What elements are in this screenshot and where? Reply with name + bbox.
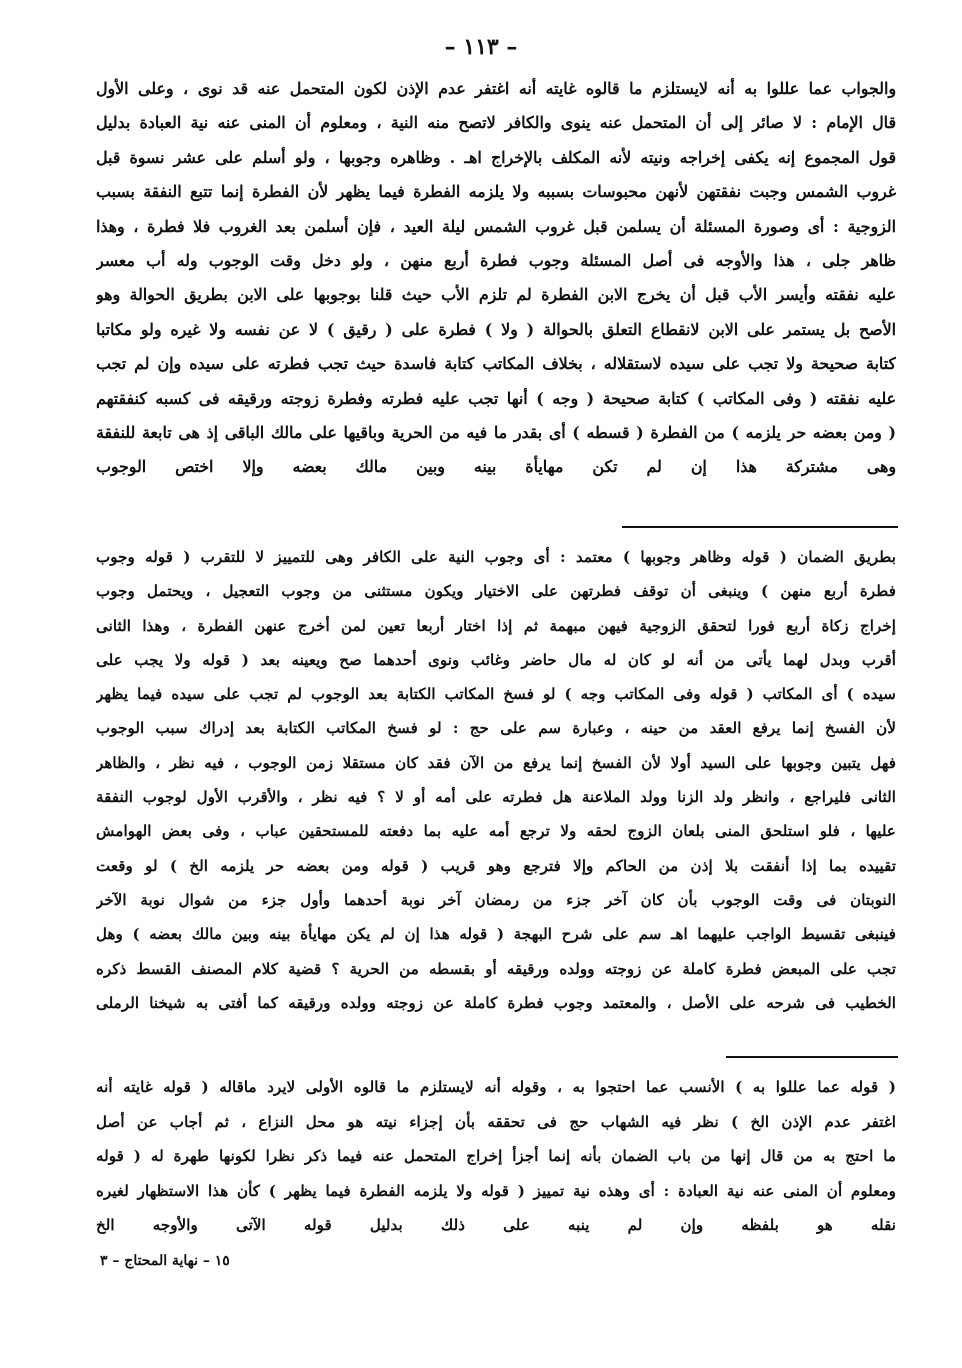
commentary-line: سيده ) أى المكاتب ( قوله وفى المكاتب وجه ) لو فسخ المكاتب الكتابة بعد الوجوب لم تجب على سيده فيما يظهر [96, 685, 896, 704]
commentary-line: النوبتان فى وقت الوجوب بأن كان آخر جزء من رمضان آخر نوبة أحدهما وأول جزء من شوال نوبة الآخر [96, 890, 896, 909]
page-number: – ١١٣ – [444, 34, 518, 60]
commentary-line: ما احتج به من قال إنها من باب الضمان بأنه إنما أجزأ إخراج المتحمل عنه فيما ذكر نظرا لكونها طهرة له ( قوله [96, 1147, 896, 1165]
main-text-line: قال الإمام : لا صائر إلى أن المتحمل عنه ينوى والكافر لاتصح منه النية ، ومعلوم أن المنى عنه نية العبادة بدليل [96, 113, 896, 133]
commentary-line: بطريق الضمان ( قوله وظاهر وجوبها ) معتمد : أى وجوب النية على الكافر وهى للتمييز لا للتقرب ( قوله وجوب [96, 548, 896, 566]
commentary-line: لأن الفسخ إنما يرفع العقد من حينه ، وعبارة سم على حج : لو فسخ المكاتب الكتابة بعد إدراك سبب الوجوب [96, 719, 896, 738]
commentary-line: نقله هو بلفظه وإن لم ينبه على ذلك بدليل قوله الآتى والأوجه الخ [96, 1216, 896, 1234]
section-divider [726, 1056, 898, 1058]
commentary-line: تقييده بما إذا أنفقت بلا إذن من الحاكم وإلا فترجع وهو قريب ( قوله ومن بعضه حر يلزمه الخ ) لو وقعت [96, 856, 896, 875]
commentary-line: فينبغى تقسيط الواجب عليهما اهـ سم على شرح البهجة ( قوله هذا إن لم يكن مهايأة بينه وبين مالك بعضه ) وهل [96, 925, 896, 944]
main-text-line: الزوجية : أى وصورة المسئلة أن يسلمن قبل غروب الشمس ليلة العيد ، فإن أسلمن بعد الغروب فلا فطرة ، وهذا [96, 216, 896, 236]
commentary-line: إخراج زكاة أربع فورا لتحقق الزوجية فيهن مبهمة ثم إذا اختار أربعا تعين لمن أخرج عنهن الفطرة ، وهذا الثانى [96, 616, 896, 635]
commentary-line: عليها ، فلو استلحق المنى بلعان الزوج لحقه ولا ترجع أمه عليه بما دفعته للمستحقين عباب ، وفى بعض الهوامش [96, 822, 896, 841]
page-footer: ١٥ – نهاية المحتاج – ٣ [100, 1253, 230, 1269]
commentary-lower [96, 1070, 896, 1243]
commentary-line: فهل يتبين وجوبها على السيد أولا لأن الفسخ إنما يرفع من الآن فقد كان مستقلا زمن الوجوب ، فيه نظر ، والظاهر [96, 753, 896, 772]
main-text-line: عليه نفقته ( وفى المكاتب ) كتابة صحيحة ( وجه ) أنها تجب عليه فطرته وفطرة زوجته ورقيقه فى كسبه كنفقتهم [96, 388, 896, 408]
commentary-line: تجب على المبعض فطرة كاملة عن زوجته وولده ورقيقه أو بقسطه من الحرية ؟ قضية كلام المصنف القسط ذكره [96, 959, 896, 978]
main-text-line: ( ومن بعضه حر يلزمه ) من الفطرة ( قسطه ) أى بقدر ما فيه من الحرية وباقيها على مالك الباقى إذ هى تابعة للنفقة [96, 422, 896, 442]
commentary-line: اغتفر عدم الإذن الخ ) نظر فيه الشهاب حج فى تحققه بأن إجزاء نيته هو محل النزاع ، ثم أجاب عن أصل [96, 1112, 896, 1131]
commentary-line: ومعلوم أن المنى عنه نية العبادة : أى وهذه نية تمييز ( قوله ولا يلزمه الفطرة فيما يظهر ) كأن هذا الاستظهار لغيره [96, 1181, 896, 1200]
commentary-line: الخطيب فى شرحه على الأصل ، والمعتمد وجوب فطرة كاملة عن زوجته وولده ورقيقه كما أفتى به شيخنا الرملى [96, 993, 896, 1012]
main-text-line: قول المجموع إنه يكفى إخراجه ونيته لأنه المكلف بالإخراج اهـ . وظاهره وجوبها ، ولو أسلم على عشر نسوة قبل [96, 147, 896, 167]
main-text-line: وهى مشتركة هذا إن لم تكن مهايأة بينه وبين مالك بعضه وإلا اختص الوجوب [96, 457, 896, 477]
main-text-line: عليه نفقته وأيسر الأب قبل أن يخرج الابن الفطرة لم تلزم الأب حيث قلنا بوجوبها على الابن بطريق الحوالة وهو [96, 285, 896, 305]
commentary-line: الثانى فليراجع ، وانظر ولد الزنا وولد الملاعنة هل فطرته على أمه أو لا ؟ فيه نظر ، والأقرب الأول لوجوب النفقة [96, 788, 896, 807]
main-text [96, 72, 896, 485]
commentary-line: ( قوله عما عللوا به ) الأنسب عما احتجوا به ، وقوله أنه لايستلزم ما قالوه الأولى لايرد ماقاله ( قوله غايته أنه [96, 1078, 896, 1096]
main-text-line: الأصح بل يستمر على الابن لانقطاع التعلق بالحوالة ( ولا ) فطرة على ( رقيق ) لا عن نفسه ولا غيره ولو مكاتبا [96, 319, 896, 339]
main-text-line: ظاهر جلى ، هذا والأوجه فى أصل المسئلة وجوب فطرة أربع منهن ، ولو دخل وقت الوجوب وله أب معسر [96, 250, 896, 270]
section-divider [622, 526, 898, 528]
main-text-line: كتابة صحيحة ولا تجب على سيده لاستقلاله ، بخلاف المكاتب كتابة فاسدة حيث تجب فطرته على سيده وإن لم تجب [96, 354, 896, 374]
commentary-upper [96, 540, 896, 1020]
commentary-line: أقرب وبدل لهما يأتى من أنه لو كان له مال حاضر وغائب ونوى أحدهما صح ويعينه بعد ( قوله ولا يجب على [96, 650, 896, 669]
main-text-line: والجواب عما عللوا به أنه لايستلزم ما قالوه غايته أنه اغتفر عدم الإذن لكون المتحمل عنه قد نوى ، وعلى الأول [96, 79, 896, 98]
commentary-line: فطرة أربع منهن ) وينبغى أن توقف فطرتهن على الاختيار ويكون مستثنى من وجوب التعجيل ، ويحتمل وجوب [96, 582, 896, 601]
main-text-line: غروب الشمس وجبت نفقتهن لأنهن محبوسات بسببه ولا يلزمه الفطرة فيما يظهر لأن الفطرة إنما تتبع النفقة بسبب [96, 182, 896, 202]
